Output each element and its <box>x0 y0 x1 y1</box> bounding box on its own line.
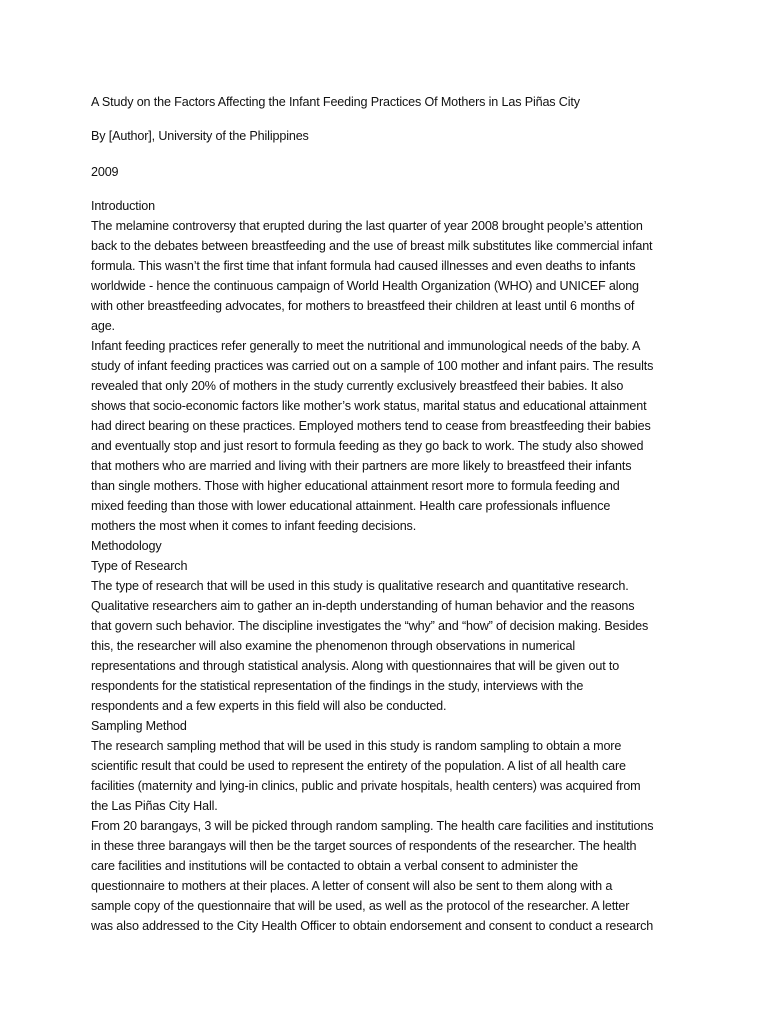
paragraph-line: that mothers who are married and living with their partners are more likely to breastfeed their infants <box>91 459 632 473</box>
paragraph-line: this, the researcher will also examine the phenomenon through observations in numerical <box>91 639 575 653</box>
paragraph-line: respondents and a few experts in this field will also be conducted. <box>91 699 447 713</box>
paragraph-line: study of infant feeding practices was carried out on a sample of 100 mother and infant pairs. The results <box>91 359 654 373</box>
paragraph-line: facilities (maternity and lying-in clinics, public and private hospitals, health centers) was acquired from <box>91 779 641 793</box>
paragraph-line: had direct bearing on these practices. Employed mothers tend to cease from breastfeeding their babies <box>91 419 651 433</box>
document-year: 2009 <box>91 165 119 179</box>
paragraph-line: back to the debates between breastfeeding and the use of breast milk substitutes like commercial infant <box>91 239 653 253</box>
paragraph-line: than single mothers. Those with higher educational attainment resort more to formula feeding and <box>91 479 620 493</box>
paragraph-line: with other breastfeeding advocates, for mothers to breastfeed their children at least until 6 months of <box>91 299 635 313</box>
paragraph-line: revealed that only 20% of mothers in the study currently exclusively breastfeed their babies. It also <box>91 379 624 393</box>
document-author: By [Author], University of the Philippines <box>91 129 309 143</box>
paragraph-line: respondents for the statistical representation of the findings in the study, interviews with the <box>91 679 584 693</box>
paragraph-line: questionnaire to mothers at their places. A letter of consent will also be sent to them along with a <box>91 879 613 893</box>
paragraph-line: representations and through statistical analysis. Along with questionnaires that will be given out to <box>91 659 620 673</box>
paragraph-line: shows that socio-economic factors like mother’s work status, marital status and educational attainment <box>91 399 647 413</box>
paragraph-line: sample copy of the questionnaire that will be used, as well as the protocol of the researcher. A letter <box>91 899 630 913</box>
sampling-method-body <box>91 736 681 936</box>
paragraph-line: the Las Piñas City Hall. <box>91 799 218 813</box>
paragraph-line: in these three barangays will then be the target sources of respondents of the researcher. The health <box>91 839 637 853</box>
paragraph-line: scientific result that could be used to represent the entirety of the population. A list of all health care <box>91 759 626 773</box>
paragraph-line: The melamine controversy that erupted during the last quarter of year 2008 brought people’s attention <box>91 219 643 233</box>
document-page <box>91 92 681 936</box>
paragraph-line: mothers the most when it comes to infant feeding decisions. <box>91 519 417 533</box>
paragraph-line: Qualitative researchers aim to gather an in-depth understanding of human behavior and the reasons <box>91 599 635 613</box>
paragraph-line: worldwide - hence the continuous campaign of World Health Organization (WHO) and UNICEF along <box>91 279 639 293</box>
paragraph-line: age. <box>91 319 115 333</box>
paragraph-line: that govern such behavior. The discipline investigates the “why” and “how” of decision making. Besides <box>91 619 649 633</box>
introduction-body <box>91 216 681 536</box>
introduction-heading: Introduction <box>91 199 156 213</box>
paragraph-line: From 20 barangays, 3 will be picked through random sampling. The health care facilities and institutions <box>91 819 654 833</box>
sampling-method-heading: Sampling Method <box>91 719 187 733</box>
paragraph-line: The type of research that will be used in this study is qualitative research and quantitative research. <box>91 579 629 593</box>
document-title: A Study on the Factors Affecting the Infant Feeding Practices Of Mothers in Las Piñas City <box>91 95 580 109</box>
methodology-heading: Methodology <box>91 539 162 553</box>
paragraph-line: and eventually stop and just resort to formula feeding as they go back to work. The study also showed <box>91 439 644 453</box>
paragraph-line: formula. This wasn’t the first time that infant formula had caused illnesses and even deaths to infants <box>91 259 636 273</box>
paragraph-line: care facilities and institutions will be contacted to obtain a verbal consent to administer the <box>91 859 578 873</box>
type-of-research-body <box>91 576 681 716</box>
type-of-research-heading: Type of Research <box>91 559 188 573</box>
paragraph-line: mixed feeding than those with lower educational attainment. Health care professionals influence <box>91 499 611 513</box>
paragraph-line: was also addressed to the City Health Officer to obtain endorsement and consent to conduct a research <box>91 919 654 933</box>
paragraph-line: Infant feeding practices refer generally to meet the nutritional and immunological needs of the baby. A <box>91 339 641 353</box>
paragraph-line: The research sampling method that will be used in this study is random sampling to obtain a more <box>91 739 622 753</box>
